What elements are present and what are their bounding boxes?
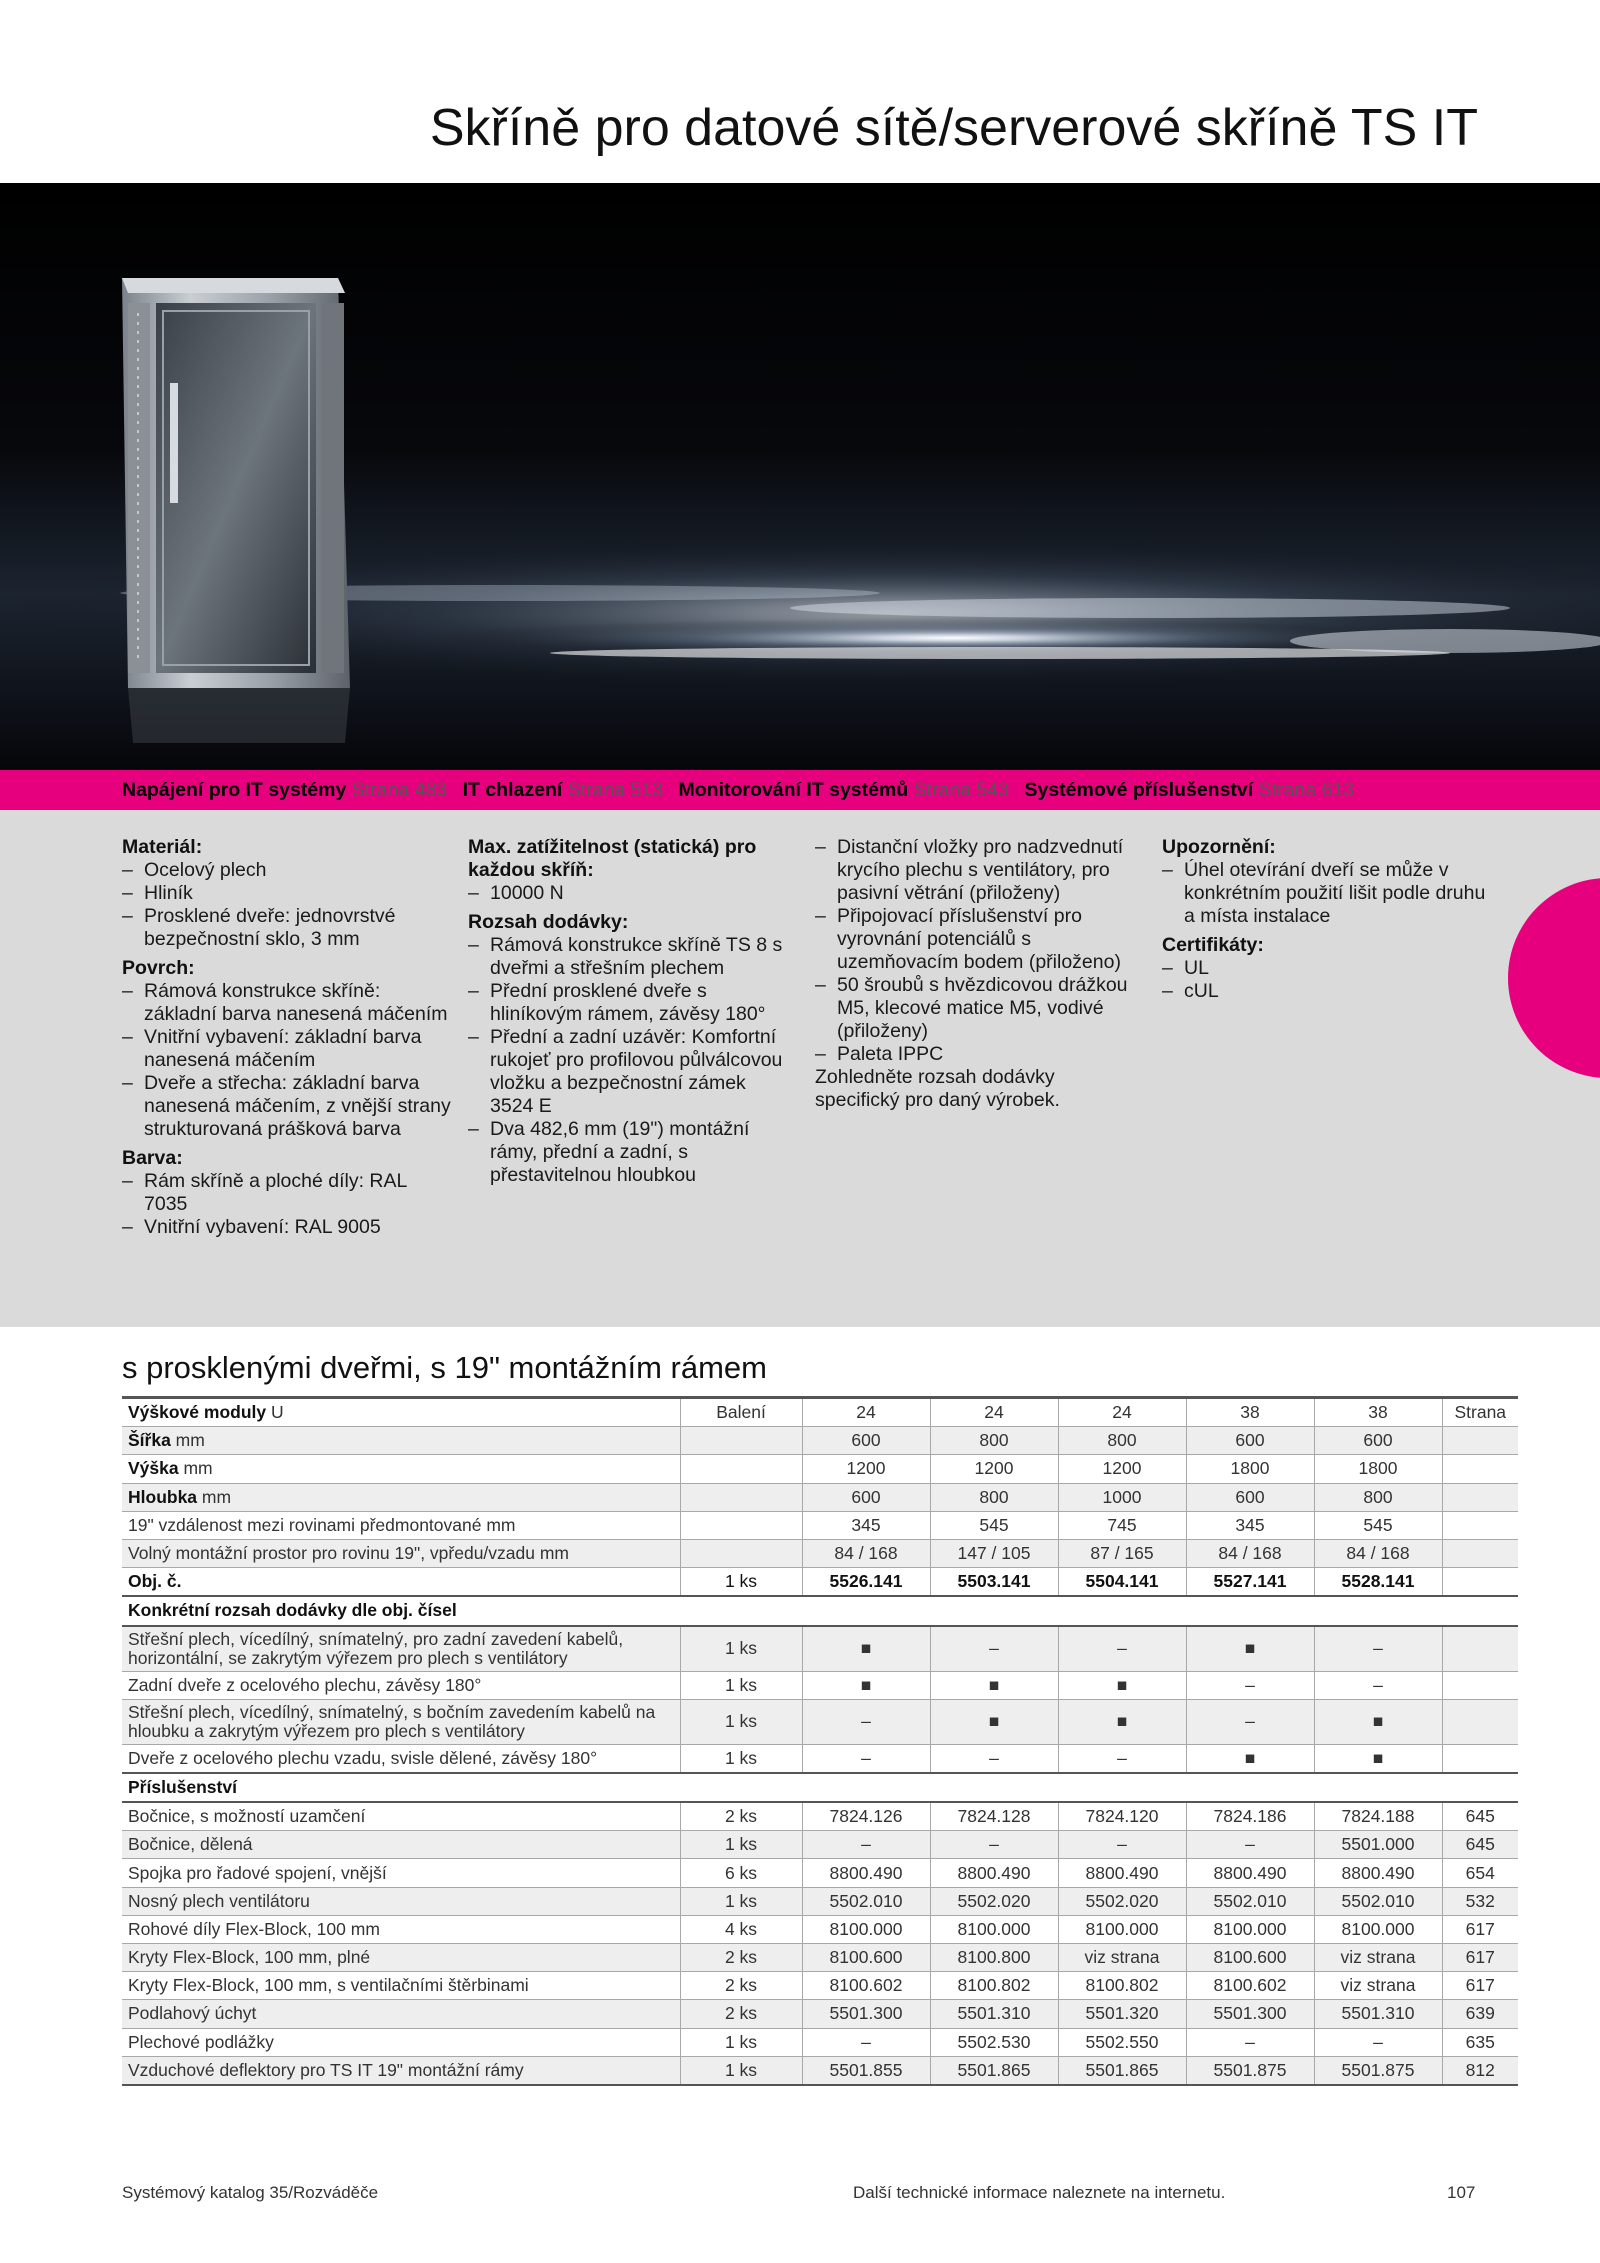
availability-mark: – <box>802 1699 930 1744</box>
scope-header-row <box>122 1596 1518 1625</box>
table-cell <box>1442 1427 1518 1455</box>
table-cell <box>1442 1455 1518 1483</box>
table-cell: 345 <box>1186 1511 1314 1539</box>
list-item: – cUL <box>1162 980 1492 1003</box>
availability-mark: ■ <box>1314 1699 1442 1744</box>
accessory-label: Nosný plech ventilátoru <box>122 1887 680 1915</box>
availability-mark: ■ <box>1186 1626 1314 1672</box>
row-label <box>122 1511 680 1539</box>
table-cell: 1 ks <box>680 1671 802 1699</box>
accessory-order-number: 8100.800 <box>930 1944 1058 1972</box>
table-cell: 1 ks <box>680 1568 802 1597</box>
table-cell: 800 <box>1314 1483 1442 1511</box>
dimension-row <box>122 1483 1518 1511</box>
server-rack-image <box>0 183 1600 770</box>
height-units-cell: 38 <box>1186 1398 1314 1427</box>
accessory-order-number: 5501.320 <box>1058 2000 1186 2028</box>
row-label-unit: mm <box>178 1458 213 1479</box>
accessory-order-number: 8100.000 <box>930 1915 1058 1943</box>
scope-note: Zohledněte rozsah dodávky specifický pro daný výrobek. <box>815 1066 1060 1111</box>
table-cell <box>680 1427 802 1455</box>
availability-mark: ■ <box>802 1626 930 1672</box>
footer-catalog: Systémový katalog 35/Rozváděče <box>122 2183 379 2202</box>
accessory-order-number: 5501.865 <box>1058 2056 1186 2085</box>
accessory-row <box>122 2056 1518 2085</box>
nav-item-monitoring[interactable]: Monitorování IT systémů Strana 543 <box>678 779 1010 801</box>
scope-label: Zadní dveře z ocelového plechu, závěsy 180° <box>122 1671 680 1699</box>
accessory-order-number: – <box>1186 2028 1314 2056</box>
accessory-page: 645 <box>1442 1831 1518 1859</box>
accessory-order-number: 5501.855 <box>802 2056 930 2085</box>
table-cell: 1200 <box>802 1455 930 1483</box>
table-cell <box>1442 1511 1518 1539</box>
accessory-order-number: 8800.490 <box>802 1859 930 1887</box>
table-cell: 600 <box>1186 1427 1314 1455</box>
table-cell: 1200 <box>930 1455 1058 1483</box>
row-label-unit: Volný montážní prostor pro rovinu 19", vpředu/vzadu mm <box>128 1543 570 1564</box>
availability-mark: – <box>1186 1671 1314 1699</box>
table-cell: 600 <box>802 1483 930 1511</box>
dimension-row <box>122 1427 1518 1455</box>
warning-heading: Upozornění: <box>1162 836 1276 858</box>
accessory-order-number: 8100.000 <box>802 1915 930 1943</box>
table-cell: 1 ks <box>680 1744 802 1773</box>
table-cell: 1 ks <box>680 1887 802 1915</box>
height-units-cell: 24 <box>1058 1398 1186 1427</box>
accessory-row <box>122 2000 1518 2028</box>
order-label: Obj. č. <box>122 1568 680 1597</box>
accessory-order-number: 8100.000 <box>1314 1915 1442 1943</box>
table-cell <box>1442 1744 1518 1773</box>
row-label-unit: mm <box>170 1430 205 1451</box>
row-label <box>122 1455 680 1483</box>
scope-row <box>122 1744 1518 1773</box>
accessory-page: 654 <box>1442 1859 1518 1887</box>
accessory-order-number: 8100.000 <box>1058 1915 1186 1943</box>
row-label-unit: mm <box>197 1486 232 1507</box>
accessory-page: 617 <box>1442 1915 1518 1943</box>
section-title: s prosklenými dveřmi, s 19" montážním rámem <box>122 1350 767 1385</box>
order-number: 5504.141 <box>1058 1568 1186 1597</box>
height-units-cell: 24 <box>802 1398 930 1427</box>
table-cell: 2 ks <box>680 1802 802 1831</box>
accessory-order-number: – <box>802 2028 930 2056</box>
dimension-row <box>122 1511 1518 1539</box>
table-cell <box>1442 1483 1518 1511</box>
table-cell: 1 ks <box>680 2056 802 2085</box>
availability-mark: – <box>1058 1626 1186 1672</box>
accessory-order-number: viz strana <box>1058 1944 1186 1972</box>
accessory-order-number: 8100.802 <box>1058 1972 1186 2000</box>
nav-item-cooling[interactable]: IT chlazení Strana 513 <box>462 779 664 801</box>
table-header-row <box>122 1398 1518 1427</box>
accessory-row <box>122 1802 1518 1831</box>
accessories-header: Příslušenství <box>122 1773 1518 1802</box>
accessory-order-number: – <box>802 1831 930 1859</box>
availability-mark: – <box>1314 1671 1442 1699</box>
row-label-unit: U <box>266 1402 284 1423</box>
accessory-page: 645 <box>1442 1802 1518 1831</box>
table-cell: 87 / 165 <box>1058 1539 1186 1567</box>
accessory-order-number: – <box>930 1831 1058 1859</box>
list-item: – Připojovací příslušenství pro vyrovnání potenciálů s uzemňovacím bodem (přiloženo) <box>815 905 1135 974</box>
list-item: – Rámová konstrukce skříně: základní barva nanesená máčením <box>122 980 452 1026</box>
accessory-order-number: 5501.875 <box>1186 2056 1314 2085</box>
accessory-row <box>122 1831 1518 1859</box>
accessories-header-row <box>122 1773 1518 1802</box>
color-heading: Barva: <box>122 1147 183 1169</box>
spec-column-load-scope <box>468 836 786 1187</box>
row-label-bold: Výška <box>128 1458 179 1479</box>
list-item: – Rámová konstrukce skříně TS 8 s dveřmi a střešním plechem <box>468 934 786 980</box>
table-cell <box>680 1455 802 1483</box>
order-number: 5527.141 <box>1186 1568 1314 1597</box>
availability-mark: – <box>802 1744 930 1773</box>
accessory-order-number: 5501.300 <box>802 2000 930 2028</box>
accessory-row <box>122 2028 1518 2056</box>
page-title: Skříně pro datové sítě/serverové skříně TS IT <box>429 99 1478 157</box>
accessory-page: 617 <box>1442 1944 1518 1972</box>
accessory-order-number: 5501.310 <box>1314 2000 1442 2028</box>
accessory-order-number: 5502.010 <box>1186 1887 1314 1915</box>
scope-row <box>122 1626 1518 1672</box>
pack-header: Balení <box>680 1398 802 1427</box>
availability-mark: ■ <box>930 1671 1058 1699</box>
accessory-order-number: 5501.865 <box>930 2056 1058 2085</box>
height-units-cell: 38 <box>1314 1398 1442 1427</box>
material-heading: Materiál: <box>122 836 203 858</box>
accessory-label: Spojka pro řadové spojení, vnější <box>122 1859 680 1887</box>
list-item: – Přední prosklené dveře s hliníkovým rámem, závěsy 180° <box>468 980 786 1026</box>
page-header: Strana <box>1442 1398 1518 1427</box>
spec-column-notes <box>1162 836 1492 1003</box>
list-item: – Úhel otevírání dveří se může v konkrétním použití lišit podle druhu a místa instalace <box>1162 859 1492 928</box>
list-item: – Dva 482,6 mm (19") montážní rámy, přední a zadní, s přestavitelnou hloubkou <box>468 1118 786 1187</box>
order-number: 5528.141 <box>1314 1568 1442 1597</box>
row-label-bold: Výškové moduly <box>128 1402 267 1423</box>
accessory-order-number: 8800.490 <box>930 1859 1058 1887</box>
table-cell: 84 / 168 <box>802 1539 930 1567</box>
hero-image <box>0 183 1600 770</box>
accessory-order-number: 5501.310 <box>930 2000 1058 2028</box>
availability-mark: ■ <box>1058 1671 1186 1699</box>
table-cell: 1 ks <box>680 1699 802 1744</box>
accessory-order-number: 7824.128 <box>930 1802 1058 1831</box>
table-cell <box>1442 1671 1518 1699</box>
accessory-order-number: 7824.120 <box>1058 1802 1186 1831</box>
accessory-label: Bočnice, s možností uzamčení <box>122 1802 680 1831</box>
scope-heading: Rozsah dodávky: <box>468 911 629 933</box>
accessory-label: Vzduchové deflektory pro TS IT 19" montážní rámy <box>122 2056 680 2085</box>
table-cell: 1 ks <box>680 2028 802 2056</box>
list-item: – Dveře a střecha: základní barva nanesená máčením, z vnější strany strukturovaná prášková barva <box>122 1072 452 1141</box>
row-label-unit: 19" vzdálenost mezi rovinami předmontované mm <box>128 1514 516 1535</box>
nav-item-accessories[interactable]: Systémové příslušenství Strana 613 <box>1024 779 1354 801</box>
table-cell: 745 <box>1058 1511 1186 1539</box>
table-cell: 800 <box>930 1427 1058 1455</box>
footer-note: Další technické informace naleznete na internetu. <box>853 2183 1226 2202</box>
accessory-label: Kryty Flex-Block, 100 mm, s ventilačními štěrbinami <box>122 1972 680 2000</box>
accessory-row <box>122 1915 1518 1943</box>
accessory-order-number: 7824.188 <box>1314 1802 1442 1831</box>
table-cell <box>1442 1568 1518 1597</box>
row-label <box>122 1427 680 1455</box>
availability-mark: ■ <box>1314 1744 1442 1773</box>
list-item: – 10000 N <box>468 882 786 905</box>
accessory-label: Plechové podlážky <box>122 2028 680 2056</box>
order-number-row <box>122 1568 1518 1597</box>
availability-mark: ■ <box>1058 1699 1186 1744</box>
specification-panel <box>0 810 1600 1327</box>
scope-label: Dveře z ocelového plechu vzadu, svisle dělené, závěsy 180° <box>122 1744 680 1773</box>
accessory-order-number: 8100.000 <box>1186 1915 1314 1943</box>
spec-column-scope-continued <box>815 836 1135 1112</box>
row-label-bold: Hloubka <box>128 1486 198 1507</box>
table-cell: 1800 <box>1186 1455 1314 1483</box>
accessory-order-number: 7824.186 <box>1186 1802 1314 1831</box>
table-cell: 2 ks <box>680 1972 802 2000</box>
scope-label: Střešní plech, vícedílný, snímatelný, s bočním zavedením kabelů na hloubku a zakrytým výřezem pro plech s ventilátory <box>122 1699 680 1744</box>
dimension-row <box>122 1455 1518 1483</box>
accessory-order-number: viz strana <box>1314 1972 1442 2000</box>
nav-item-power[interactable]: Napájení pro IT systémy Strana 483 <box>122 779 448 801</box>
product-table <box>122 1396 1518 2086</box>
accessory-order-number: 5502.530 <box>930 2028 1058 2056</box>
list-item: – Paleta IPPC <box>815 1043 1135 1066</box>
scope-label: Střešní plech, vícedílný, snímatelný, pro zadní zavedení kabelů, horizontální, se zakrytým výřezem pro plech s ventilátory <box>122 1626 680 1672</box>
scope-row <box>122 1671 1518 1699</box>
accessory-order-number: – <box>1186 1831 1314 1859</box>
table-cell: 2 ks <box>680 2000 802 2028</box>
table-cell: 4 ks <box>680 1915 802 1943</box>
table-cell: 6 ks <box>680 1859 802 1887</box>
table-cell: 345 <box>802 1511 930 1539</box>
table-cell: 600 <box>1186 1483 1314 1511</box>
accessory-row <box>122 1859 1518 1887</box>
row-label <box>122 1398 680 1427</box>
list-item: – 50 šroubů s hvězdicovou drážkou M5, klecové matice M5, vodivé (přiloženy) <box>815 974 1135 1043</box>
page-number: 107 <box>1447 2183 1476 2202</box>
table-cell: 84 / 168 <box>1314 1539 1442 1567</box>
accessory-label: Podlahový úchyt <box>122 2000 680 2028</box>
table-cell: 1200 <box>1058 1455 1186 1483</box>
availability-mark: – <box>930 1744 1058 1773</box>
scope-header: Konkrétní rozsah dodávky dle obj. čísel <box>122 1596 1518 1625</box>
accessory-order-number: 5502.020 <box>930 1887 1058 1915</box>
availability-mark: ■ <box>802 1671 930 1699</box>
accessory-order-number: viz strana <box>1314 1944 1442 1972</box>
list-item: – Přední a zadní uzávěr: Komfortní rukojeť pro profilovou půlválcovou vložku a bezpečnostní zámek 3524 E <box>468 1026 786 1118</box>
availability-mark: ■ <box>1186 1744 1314 1773</box>
accessory-row <box>122 1887 1518 1915</box>
row-label-bold: Šířka <box>128 1430 171 1451</box>
table-cell <box>1442 1539 1518 1567</box>
list-item: – Distanční vložky pro nadzvednutí krycího plechu s ventilátory, pro pasivní větrání (přiloženy) <box>815 836 1135 905</box>
list-item: – Prosklené dveře: jednovrstvé bezpečnostní sklo, 3 mm <box>122 905 452 951</box>
list-item: – Hliník <box>122 882 452 905</box>
accessory-order-number: 8800.490 <box>1186 1859 1314 1887</box>
table-cell: 545 <box>930 1511 1058 1539</box>
table-cell <box>680 1511 802 1539</box>
accessory-row <box>122 1944 1518 1972</box>
order-number: 5503.141 <box>930 1568 1058 1597</box>
accessory-order-number: 5502.010 <box>802 1887 930 1915</box>
height-units-cell: 24 <box>930 1398 1058 1427</box>
accessory-order-number: 5502.010 <box>1314 1887 1442 1915</box>
accessory-order-number: – <box>1058 1831 1186 1859</box>
availability-mark: – <box>1314 1626 1442 1672</box>
availability-mark: ■ <box>930 1699 1058 1744</box>
table-cell: 84 / 168 <box>1186 1539 1314 1567</box>
table-cell: 1000 <box>1058 1483 1186 1511</box>
cross-reference-bar <box>0 770 1600 810</box>
accessory-order-number: 8100.600 <box>1186 1944 1314 1972</box>
list-item: – Vnitřní vybavení: základní barva nanesená máčením <box>122 1026 452 1072</box>
order-number: 5526.141 <box>802 1568 930 1597</box>
accessory-order-number: 5501.000 <box>1314 1831 1442 1859</box>
table-cell: 545 <box>1314 1511 1442 1539</box>
list-item: – Vnitřní vybavení: RAL 9005 <box>122 1216 452 1239</box>
table-cell: 147 / 105 <box>930 1539 1058 1567</box>
accessory-order-number: 8800.490 <box>1314 1859 1442 1887</box>
certificates-heading: Certifikáty: <box>1162 934 1264 956</box>
spec-column-material <box>122 836 452 1239</box>
table-cell <box>680 1483 802 1511</box>
load-heading: Max. zatížitelnost (statická) pro každou skříň: <box>468 836 757 881</box>
accessory-order-number: 8100.602 <box>1186 1972 1314 2000</box>
accessory-order-number: 8100.602 <box>802 1972 930 2000</box>
list-item: – Rám skříně a ploché díly: RAL 7035 <box>122 1170 452 1216</box>
table-cell: 1800 <box>1314 1455 1442 1483</box>
accessory-row <box>122 1972 1518 2000</box>
availability-mark: – <box>1186 1699 1314 1744</box>
availability-mark: – <box>930 1626 1058 1672</box>
table-cell: 800 <box>930 1483 1058 1511</box>
accessory-order-number: – <box>1314 2028 1442 2056</box>
accessory-order-number: 8100.802 <box>930 1972 1058 2000</box>
list-item: – UL <box>1162 957 1492 980</box>
row-label <box>122 1539 680 1567</box>
list-item: – Ocelový plech <box>122 859 452 882</box>
accessory-page: 812 <box>1442 2056 1518 2085</box>
availability-mark: – <box>1058 1744 1186 1773</box>
surface-heading: Povrch: <box>122 957 195 979</box>
table-cell: 600 <box>802 1427 930 1455</box>
scope-row <box>122 1699 1518 1744</box>
accessory-order-number: 8100.600 <box>802 1944 930 1972</box>
table-cell: 600 <box>1314 1427 1442 1455</box>
accessory-order-number: 5502.550 <box>1058 2028 1186 2056</box>
table-cell: 2 ks <box>680 1944 802 1972</box>
accessory-page: 532 <box>1442 1887 1518 1915</box>
table-cell: 1 ks <box>680 1831 802 1859</box>
accessory-order-number: 8800.490 <box>1058 1859 1186 1887</box>
table-cell <box>1442 1626 1518 1672</box>
table-cell <box>680 1539 802 1567</box>
accessory-label: Bočnice, dělená <box>122 1831 680 1859</box>
accessory-order-number: 5502.020 <box>1058 1887 1186 1915</box>
accessory-page: 639 <box>1442 2000 1518 2028</box>
accessory-order-number: 7824.126 <box>802 1802 930 1831</box>
table-cell: 1 ks <box>680 1626 802 1672</box>
accessory-label: Rohové díly Flex-Block, 100 mm <box>122 1915 680 1943</box>
accessory-page: 635 <box>1442 2028 1518 2056</box>
accessory-order-number: 5501.300 <box>1186 2000 1314 2028</box>
table-cell: 800 <box>1058 1427 1186 1455</box>
dimension-row <box>122 1539 1518 1567</box>
accessory-page: 617 <box>1442 1972 1518 2000</box>
accessory-label: Kryty Flex-Block, 100 mm, plné <box>122 1944 680 1972</box>
table-cell <box>1442 1699 1518 1744</box>
row-label <box>122 1483 680 1511</box>
accessory-order-number: 5501.875 <box>1314 2056 1442 2085</box>
